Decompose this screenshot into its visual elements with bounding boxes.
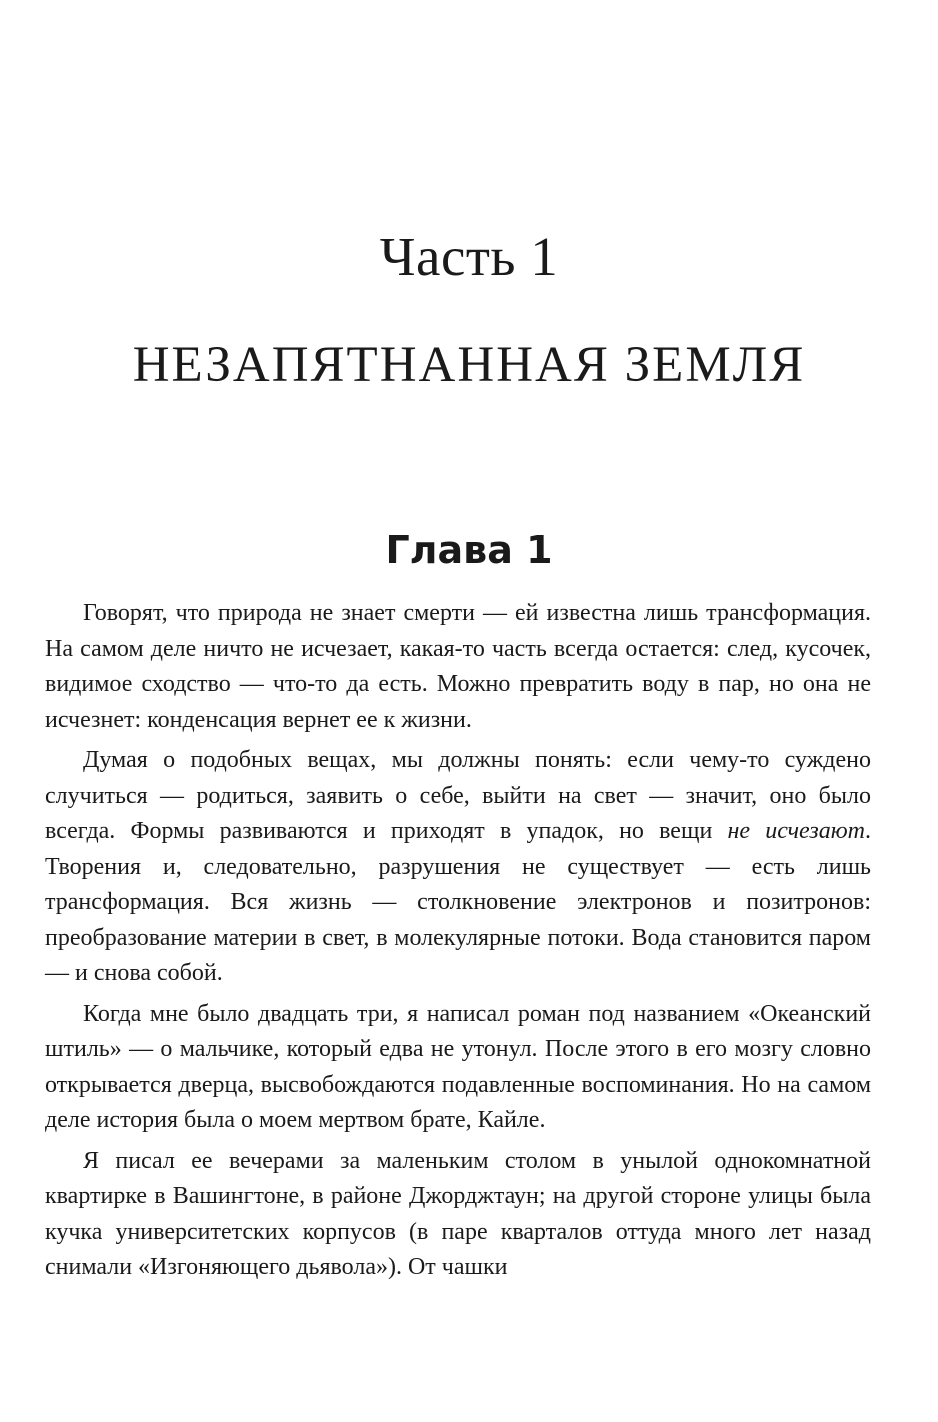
paragraph-2-text-before: Думая о подобных вещах, мы должны понять: если чему-то суждено случиться — родиться, заявить о себе, выйти на свет — значит, оно было всегда. Формы развиваются и приходят в упадок, но вещи	[45, 747, 871, 844]
part-subtitle: НЕЗАПЯТНАННАЯ ЗЕМЛЯ	[132, 337, 806, 393]
paragraph-4: Я писал ее вечерами за маленьким столом в унылой однокомнатной квартирке в Вашингтоне, в районе Джорджтаун; на другой стороне улицы была кучка университетских корпусов (в паре кварталов оттуда много лет назад снимали «Изгоняющего дьявола»). От чашки	[45, 1147, 871, 1280]
paragraph-3: Когда мне было двадцать три, я написал роман под названием «Океанский штиль» — о мальчике, который едва не утонул. После этого в его мозгу словно открывается дверца, высвобождаются подавленные воспоминания. Но на самом деле история была о моем мертвом брате, Кайле.	[45, 1000, 871, 1133]
paragraph-2-text-after: . Творения и, следовательно, разрушения не существует — есть лишь трансформация. Вся жизнь — столкновение электронов и позитронов: преобразование материи в свет, в молекулярные потоки. Вода становится паром — и снова собой.	[45, 818, 872, 986]
paragraph-2	[45, 743, 871, 992]
part-title: Часть 1	[379, 226, 559, 287]
paragraph-1: Говорят, что природа не знает смерти — ей известна лишь трансформация. На самом деле ничто не исчезает, какая-то часть всегда остается: след, кусочек, видимое сходство — что-то да есть. Можно превратить воду в пар, но она не исчезнет: конденсация вернет ее к жизни.	[45, 600, 871, 733]
paragraph-2-italic-phrase: не исчезают	[727, 818, 866, 844]
chapter-title: Глава 1	[385, 528, 553, 572]
chapter-body	[45, 596, 871, 1291]
